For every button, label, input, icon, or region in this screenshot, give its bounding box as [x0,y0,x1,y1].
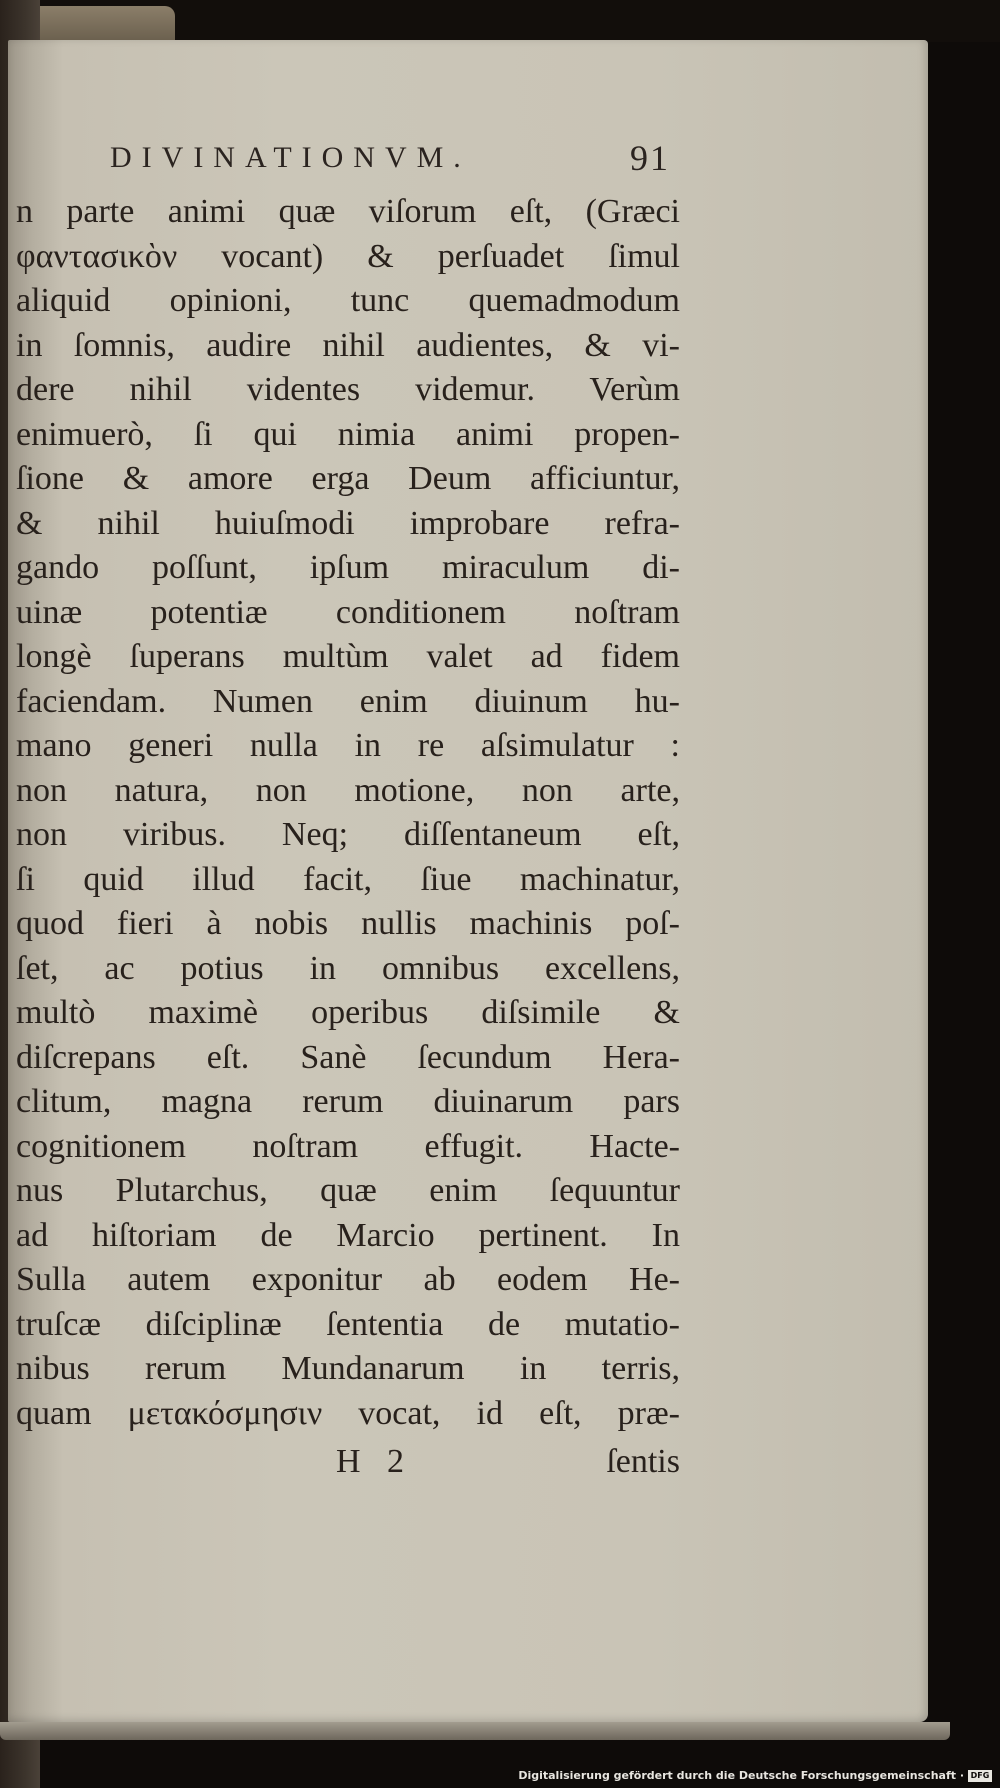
text-line: faciendam. Numen enim diuinum hu- [16,682,680,720]
text-line: quam μετακόσμησιν vocat, id eſt, præ- [16,1394,680,1432]
text-line: gando poſſunt, ipſum miraculum di- [16,549,680,586]
text-line: ſet, ac potius in omnibus excellens, [16,949,680,987]
text-line: diſcrepans eſt. Sanè ſecundum Hera- [16,1038,680,1076]
text-line: in ſomnis, audire nihil audientes, & vi- [16,326,680,364]
text-line: non natura, non motione, non arte, [16,771,680,809]
body-text [16,190,680,1436]
signature-mark: H 2 [336,1443,405,1480]
text-line: nibus rerum Mundanarum in terris, [16,1350,680,1387]
page-footer [16,1440,680,1484]
text-line: mano generi nulla in re aſsimulatur : [16,727,680,764]
text-line: φαντασικὸν vocant) & perſuadet ſimul [16,237,680,275]
text-line: longè ſuperans multùm valet ad fidem [16,638,680,675]
text-line: Sulla autem exponitur ab eodem He- [16,1261,680,1298]
text-line: uinæ potentiæ conditionem noſtram [16,593,680,631]
text-line: cognitionem noſtram effugit. Hacte- [16,1127,680,1165]
page-header [110,136,670,180]
text-line: dere nihil videntes videmur. Verùm [16,371,680,408]
text-line: quod fieri à nobis nullis machinis poſ- [16,905,680,942]
text-line: n parte animi quæ viſorum eſt, (Græci [16,193,680,230]
catchword: ſentis [606,1443,680,1480]
text-line: non viribus. Neq; diſſentaneum eſt, [16,816,680,853]
digitization-credit: Digitalisierung gefördert durch die Deutsche Forschungsgemeinschaft · [518,1769,964,1782]
text-line: ſi quid illud facit, ſiue machinatur, [16,860,680,898]
text-line: ad hiſtoriam de Marcio pertinent. In [16,1216,680,1254]
text-line: & nihil huiuſmodi improbare refra- [16,504,680,542]
text-line: ſione & amore erga Deum afficiuntur, [16,460,680,497]
running-title: DIVINATIONVM. [110,141,471,174]
book-page [8,40,928,1722]
dfg-logo: DFG [968,1770,992,1782]
text-line: truſcæ diſciplinæ ſententia de mutatio- [16,1305,680,1343]
page-number: 91 [630,138,670,178]
text-line: clitum, magna rerum diuinarum pars [16,1083,680,1120]
text-line: nus Plutarchus, quæ enim ſequuntur [16,1172,680,1209]
text-line: enimuerò, ſi qui nimia animi propen- [16,415,680,453]
text-line: multò maximè operibus diſsimile & [16,994,680,1031]
text-line: aliquid opinioni, tunc quemadmodum [16,282,680,319]
page-bottom-edge [0,1722,950,1740]
